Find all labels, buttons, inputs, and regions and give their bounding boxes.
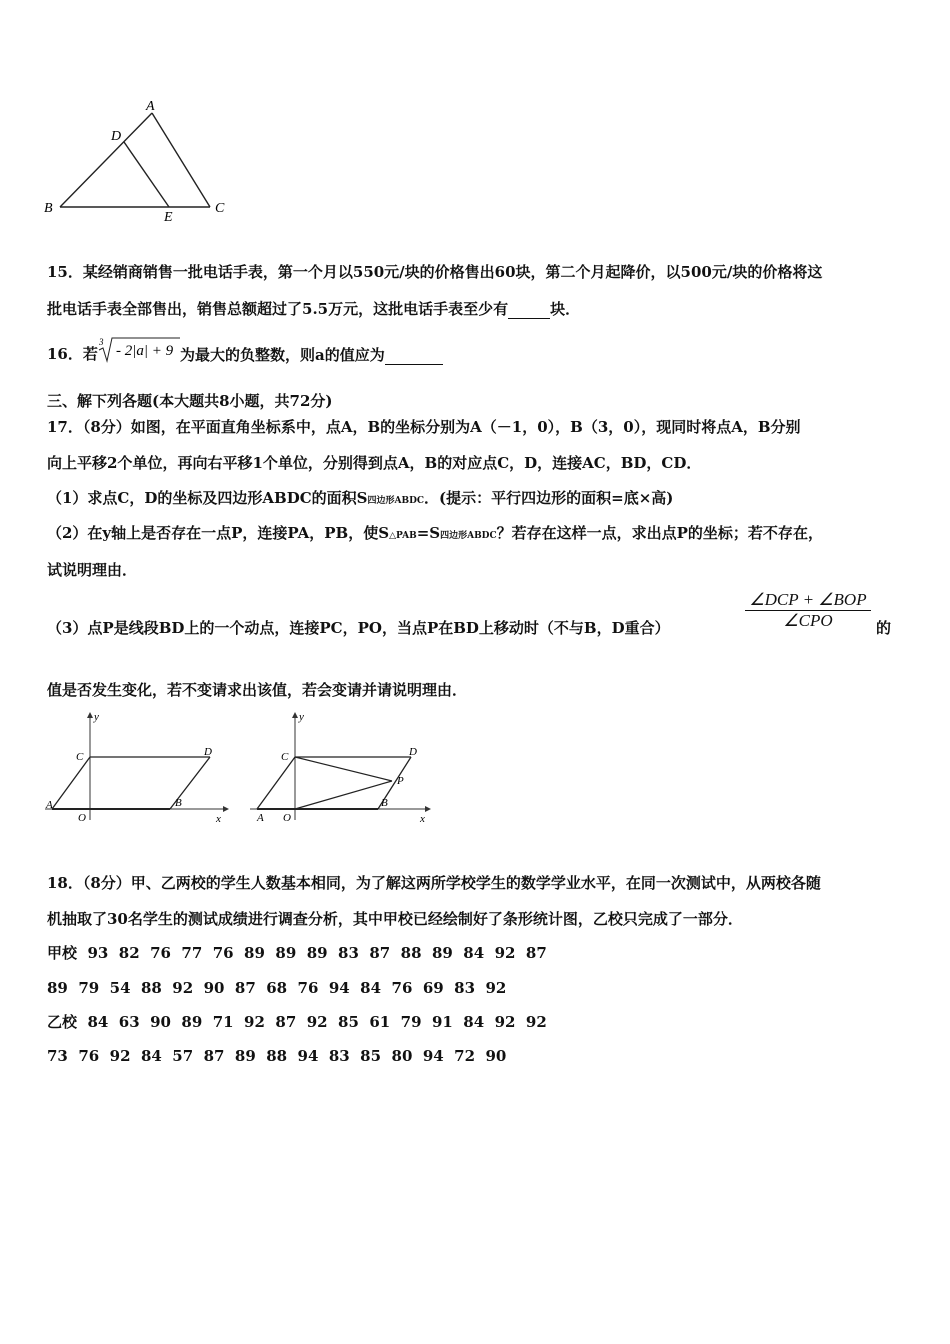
q18-line1: 18．（8分）甲、乙两校的学生人数基本相同，为了解这两所学校学生的数学学业水平，在同一次测试中，从两校各随 [47,874,821,892]
school-b-label: 乙校 [47,1013,78,1031]
axis-x-label: x [216,813,221,825]
school-b-row1 [47,1012,547,1032]
q17-part1-hint: ．(提示：平行四边形的面积=底×高) [424,489,674,507]
q17-part3-line2: 值是否发生变化，若不变请求出该值，若会变请并请说明理由． [47,681,468,699]
q18-line2: 机抽取了30名学生的测试成绩进行调查分析，其中甲校已经绘制好了条形统计图，乙校只完成了一部分． [47,910,743,928]
coordinate-figure-1 [40,708,240,826]
triangle-figure [40,95,240,230]
point-c-label: C [281,751,289,763]
q17-part2-line2: 试说明理由． [47,561,138,579]
origin-label: O [283,812,291,824]
school-a-scores-1: 93 82 76 77 76 89 89 89 83 87 88 89 84 92 87 [87,944,547,962]
q15-line2-text: 批电话手表全部售出，销售总额超过了5.5万元，这批电话手表至少有 [47,300,509,318]
school-a-row1 [47,943,547,963]
radicand: - 2|a| + 9 [116,343,174,359]
point-c-label: C [76,751,84,763]
q16-prefix: 16．若 [47,345,98,363]
point-d-label: D [204,746,212,758]
coordinate-figure-2 [245,708,445,826]
label-e: E [164,210,173,225]
q17-part2 [47,523,823,546]
fraction-numerator: ∠DCP + ∠BOP [745,590,871,611]
q17-line1: 17．（8分）如图，在平面直角坐标系中，点A，B的坐标分别为A（－1，0），B（3，0），现同时将点A，B分别 [47,418,801,436]
school-a-scores-2: 89 79 54 88 92 90 87 68 76 94 84 76 69 83 92 [47,979,507,997]
cube-root-expression [96,334,182,364]
root-index: 3 [99,337,104,347]
angle-fraction [745,590,871,631]
axis-y-label: y [299,711,304,723]
q17-part2-rest: ？若存在这样一点，求出点P的坐标；若不存在， [496,524,823,542]
origin-label: O [78,812,86,824]
subscript: △PAB [389,531,417,541]
point-b-label: B [381,797,388,809]
q15-line1: 15．某经销商销售一批电话手表，第一个月以550元/块的价格售出60块，第二个月起降价，以500元/块的价格将这 [47,263,823,281]
q17-part3: （3）点P是线段BD上的一个动点，连接PC，PO，当点P在BD上移动时（不与B，D重合） [47,619,670,637]
axis-y-label: y [94,711,99,723]
q17-part1-text: （1）求点C，D的坐标及四边形ABDC的面积S [47,489,368,507]
q15-line2-end: 块． [550,300,581,318]
point-a-label: A [257,812,264,824]
q17-part2-eq: =S [416,524,441,542]
label-d: D [111,129,122,144]
q17-part2-text: （2）在y轴上是否存在一点P，连接PA，PB，使S [47,524,390,542]
point-p-label: P [397,775,404,787]
point-a-label: A [46,799,53,811]
fraction-denominator: ∠CPO [783,611,833,630]
q17-part1 [47,488,673,511]
q17-line2: 向上平移2个单位，再向右平移1个单位，分别得到点A，B的对应点C，D，连接AC，BD，CD． [47,454,702,472]
q15-line2 [47,298,580,319]
subscript: 四边形ABDC [367,496,425,506]
school-b-scores-1: 84 63 90 89 71 92 87 92 85 61 79 91 84 92 92 [87,1013,547,1031]
section-title: 三、解下列各题(本大题共8小题，共72分) [47,392,333,410]
school-a-label: 甲校 [47,944,78,962]
answer-blank [385,344,443,365]
axis-x-label: x [420,813,425,825]
label-b: B [44,201,53,216]
label-c: C [215,201,225,216]
subscript: 四边形ABDC [440,531,497,541]
point-b-label: B [175,797,182,809]
q16-suffix-text: 为最大的负整数，则a的值应为 [180,346,385,364]
point-d-label: D [409,746,417,758]
q16-suffix [180,344,443,365]
school-b-scores-2: 73 76 92 84 57 87 89 88 94 83 85 80 94 72 90 [47,1047,507,1065]
q17-part3-end: 的 [876,619,892,637]
label-a: A [146,99,155,114]
answer-blank [508,298,550,319]
